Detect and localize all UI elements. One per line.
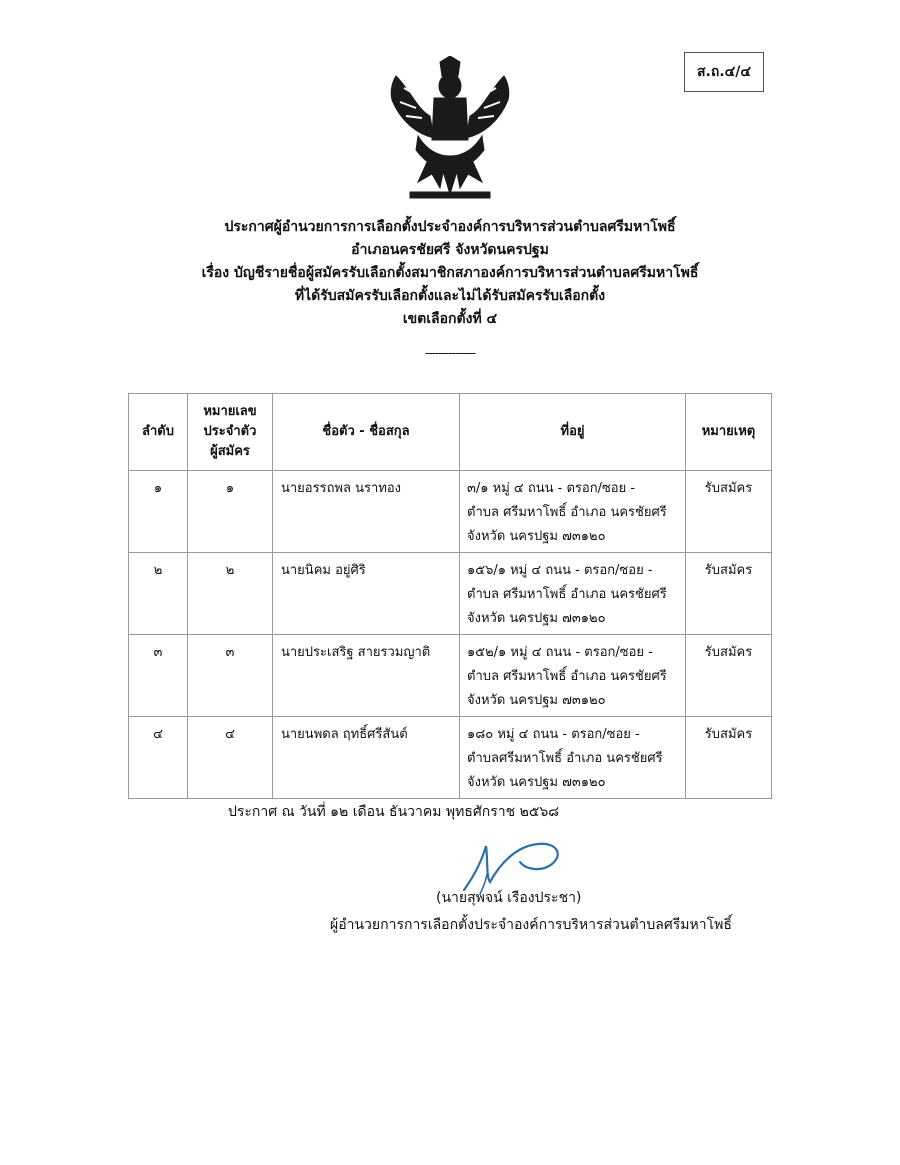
header-name: ชื่อตัว - ชื่อสกุล (273, 394, 460, 471)
cell-name: นายนพดล ฤทธิ์ศรีสันต์ (273, 717, 460, 799)
table-row (129, 635, 772, 717)
cell-name: นายอรรถพล นราทอง (273, 471, 460, 553)
heading-line-4: ที่ได้รับสมัครรับเลือกตั้งและไม่ได้รับสมัครรับเลือกตั้ง (294, 288, 606, 304)
cell-remark: รับสมัคร (686, 717, 772, 799)
header-order: ลำดับ (129, 394, 188, 471)
cell-address: ๑๕๖/๑ หมู่ ๔ ถนน - ตรอก/ซอย - ตำบล ศรีมหาโพธิ์ อำเภอ นครชัยศรี จังหวัด นครปฐม ๗๓๑๒๐ (460, 553, 686, 635)
cell-candidate-number: ๑ (188, 471, 273, 553)
cell-order: ๓ (129, 635, 188, 717)
form-code: ส.ถ.๔/๔ (697, 64, 751, 80)
heading-line-2: อำเภอนครชัยศรี จังหวัดนครปฐม (351, 242, 549, 258)
heading-line-5: เขตเลือกตั้งที่ ๔ (402, 311, 498, 327)
cell-candidate-number: ๒ (188, 553, 273, 635)
cell-remark: รับสมัคร (686, 471, 772, 553)
form-code-box (684, 52, 764, 92)
cell-name: นายนิคม อยู่ศิริ (273, 553, 460, 635)
cell-order: ๒ (129, 553, 188, 635)
cell-order: ๔ (129, 717, 188, 799)
table-header-row (129, 394, 772, 471)
signer-name: (นายสุพจน์ เรืองประชา) (436, 890, 582, 906)
cell-candidate-number: ๓ (188, 635, 273, 717)
cell-remark: รับสมัคร (686, 553, 772, 635)
heading-separator: --------------- (425, 346, 475, 360)
table-row (129, 471, 772, 553)
announcement-heading (0, 216, 900, 331)
header-address: ที่อยู่ (460, 394, 686, 471)
cell-address: ๑๘๐ หมู่ ๔ ถนน - ตรอก/ซอย - ตำบลศรีมหาโพธิ์ อำเภอ นครชัยศรี จังหวัด นครปฐม ๗๓๑๒๐ (460, 717, 686, 799)
candidates-table (128, 393, 772, 799)
cell-remark: รับสมัคร (686, 635, 772, 717)
header-candidate-number: หมายเลข ประจำตัว ผู้สมัคร (188, 394, 273, 471)
cell-candidate-number: ๔ (188, 717, 273, 799)
signer-title: ผู้อำนวยการการเลือกตั้งประจำองค์การบริหารส่วนตำบลศรีมหาโพธิ์ (330, 917, 732, 933)
header-remark: หมายเหตุ (686, 394, 772, 471)
table-row (129, 717, 772, 799)
announcement-date: ประกาศ ณ วันที่ ๑๒ เดือน ธันวาคม พุทธศักราช ๒๕๖๘ (228, 804, 560, 820)
heading-line-3: เรื่อง บัญชีรายชื่อผู้สมัครรับเลือกตั้งสมาชิกสภาองค์การบริหารส่วนตำบลศรีมหาโพธิ์ (201, 265, 699, 281)
heading-line-1: ประกาศผู้อำนวยการการเลือกตั้งประจำองค์การบริหารส่วนตำบลศรีมหาโพธิ์ (224, 219, 676, 235)
cell-name: นายประเสริฐ สายรวมญาติ (273, 635, 460, 717)
cell-order: ๑ (129, 471, 188, 553)
garuda-emblem (388, 56, 512, 200)
table-row (129, 553, 772, 635)
cell-address: ๓/๑ หมู่ ๔ ถนน - ตรอก/ซอย - ตำบล ศรีมหาโพธิ์ อำเภอ นครชัยศรี จังหวัด นครปฐม ๗๓๑๒๐ (460, 471, 686, 553)
cell-address: ๑๕๒/๑ หมู่ ๔ ถนน - ตรอก/ซอย - ตำบล ศรีมหาโพธิ์ อำเภอ นครชัยศรี จังหวัด นครปฐม ๗๓๑๒๐ (460, 635, 686, 717)
